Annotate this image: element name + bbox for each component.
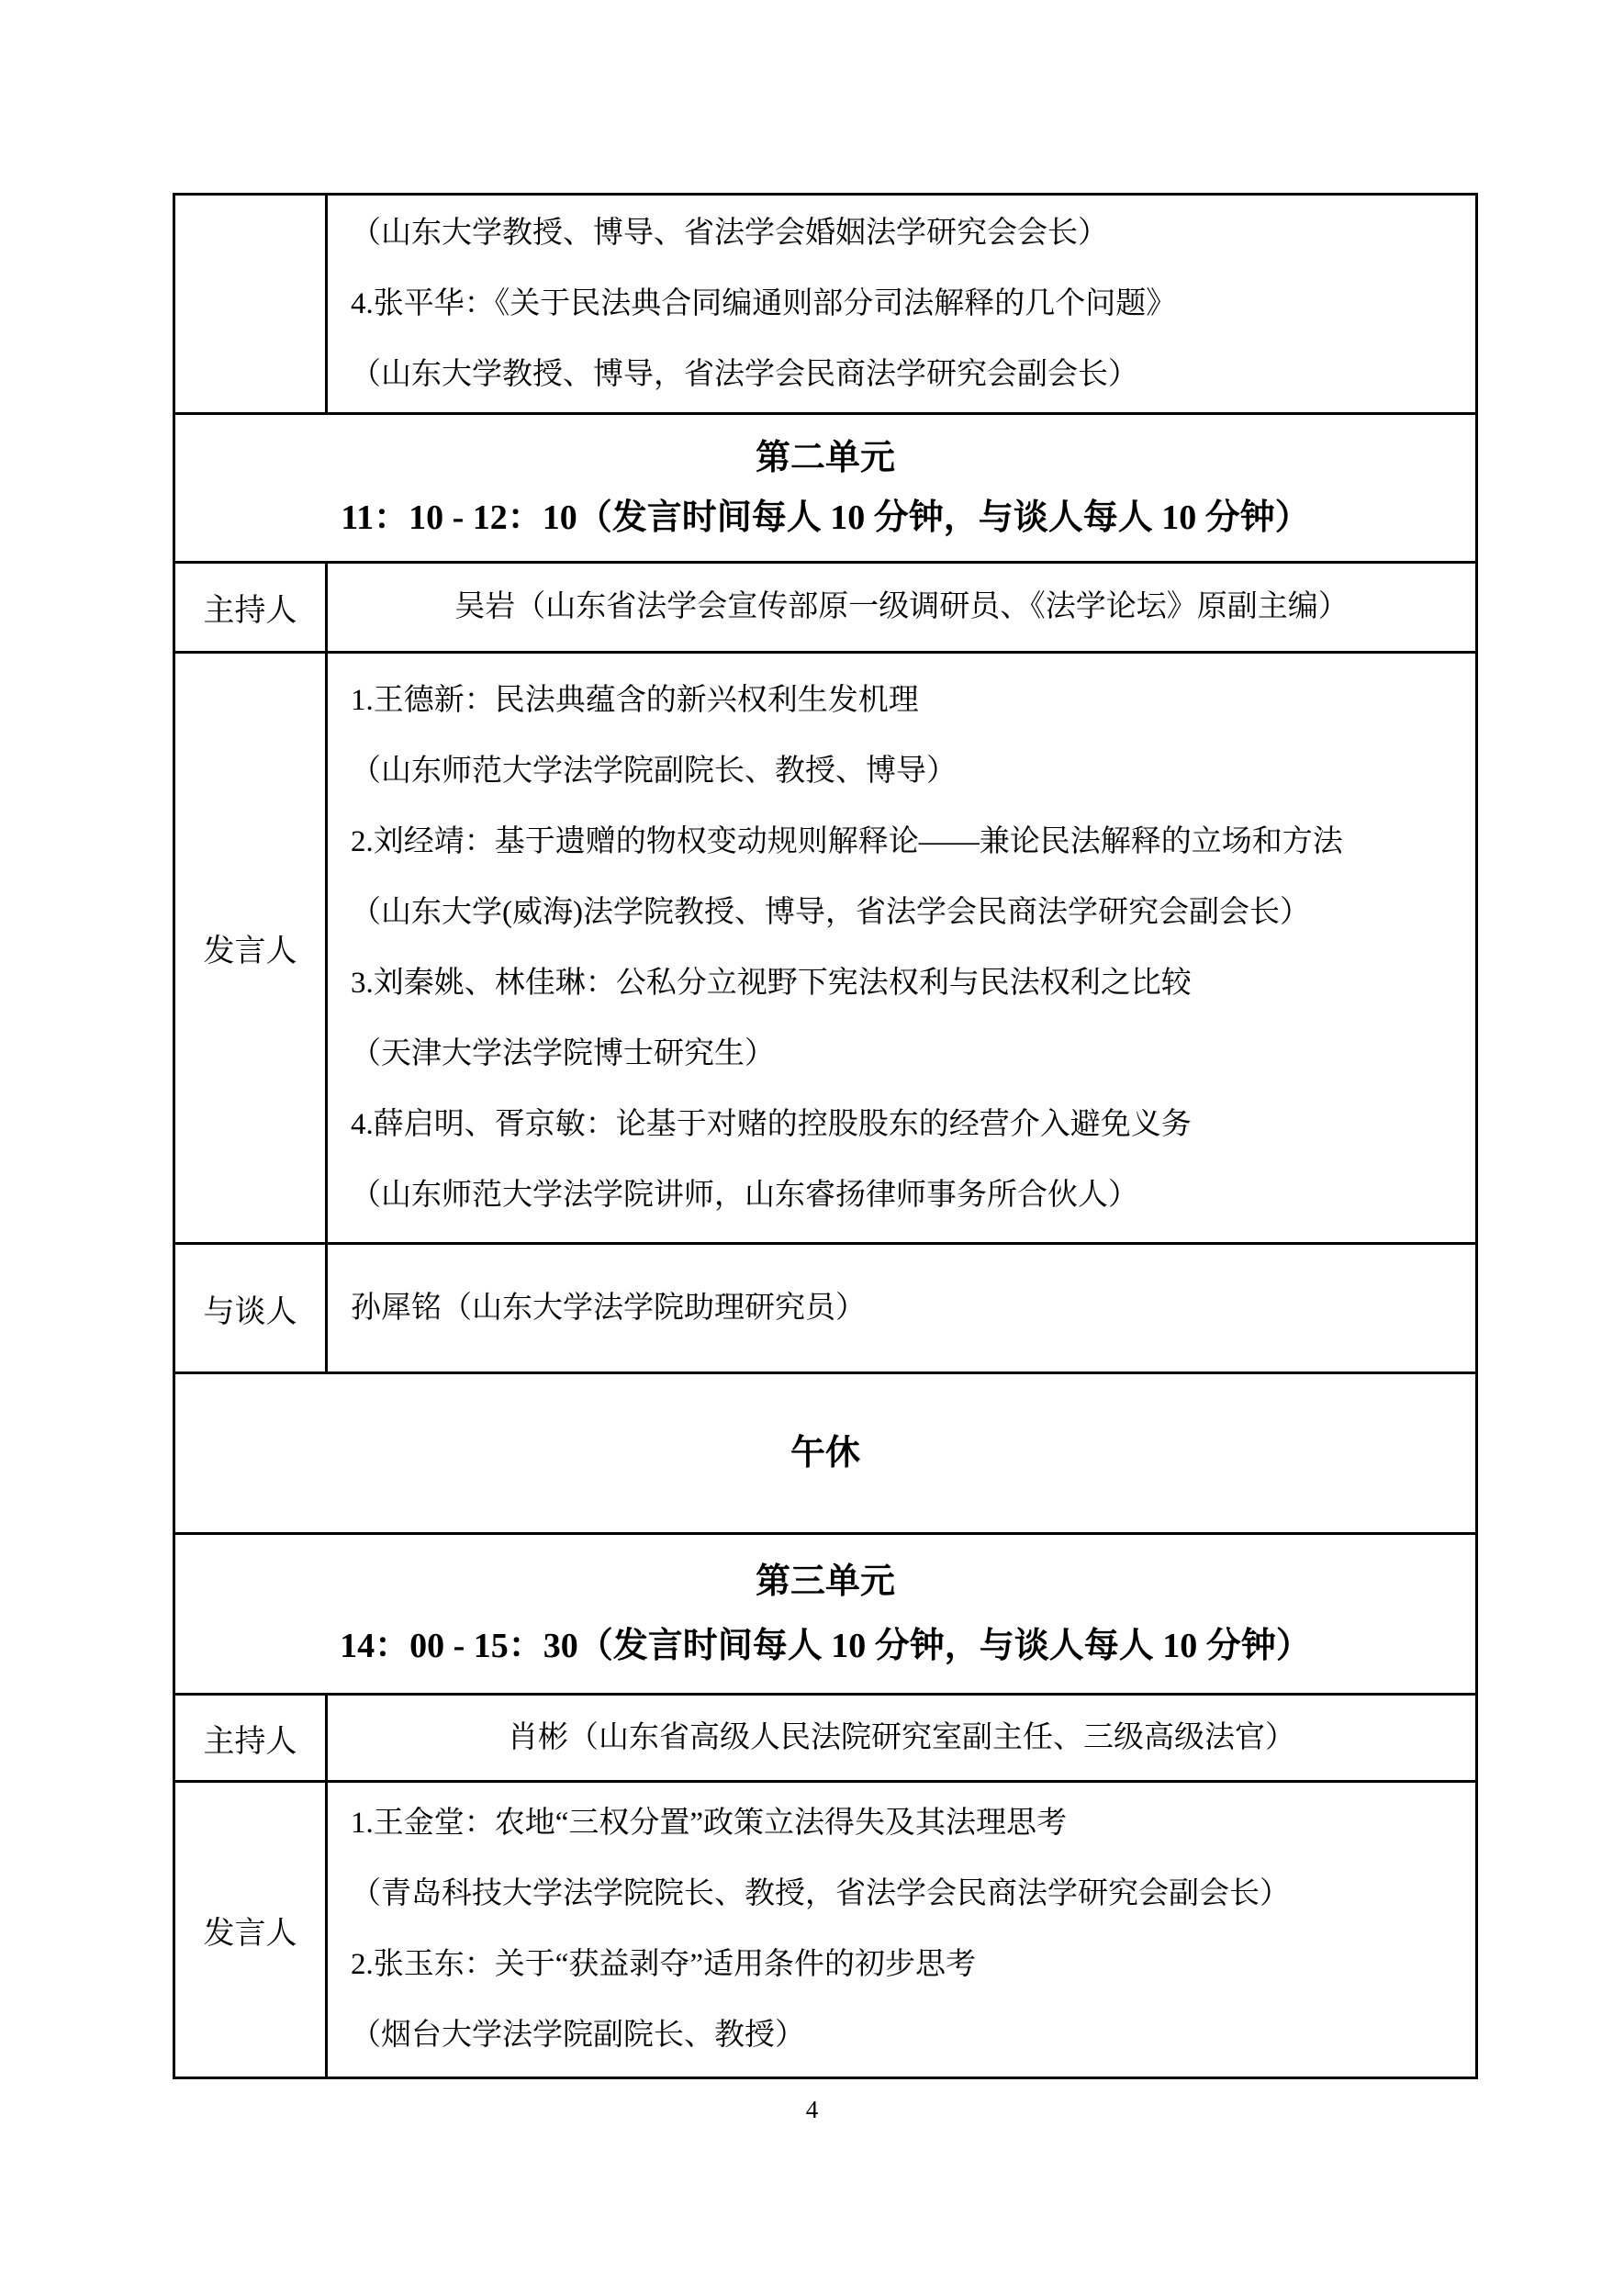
row-label-cell-empty [175,196,328,412]
moderator-content [328,564,1475,651]
talk-title-line: 2.刘经靖：基于遗赠的物权变动规则解释论——兼论民法解释的立场和方法 [351,824,1343,858]
talk-title-line: 4.张平华：《关于民法典合同编通则部分司法解释的几个问题》 [351,286,1177,320]
talk-title-line: 2.张玉东：关于“获益剥夺”适用条件的初步思考 [351,1948,977,1981]
moderator-line: 肖彬（山东省高级人民法院研究室副主任、三级高级法官） [508,1720,1295,1754]
affiliation-line: （天津大学法学院博士研究生） [351,1036,775,1070]
section-title: 第二单元 [755,438,895,477]
lunch-break-cell [175,1374,1475,1532]
lunch-break-label: 午休 [790,1434,860,1472]
table-row-moderator-unit2 [175,564,1475,654]
affiliation-line: （山东大学(威海)法学院教授、博导，省法学会民商法学研究会副会长） [351,895,1310,929]
row-label-speakers: 发言人 [175,654,328,1242]
affiliation-line: （青岛科技大学法学院院长、教授，省法学会民商法学研究会副会长） [351,1877,1290,1910]
section-header-unit3 [175,1535,1475,1693]
section-time: 11：10 - 12：10（发言时间每人 10 分钟，与谈人每人 10 分钟） [341,498,1310,538]
section-title: 第三单元 [755,1562,895,1601]
speakers-content [328,654,1475,1242]
moderator-line: 吴岩（山东省法学会宣传部原一级调研员、《法学论坛》原副主编） [454,590,1349,623]
table-row-speakers-unit3 [175,1783,1475,2077]
section-header-unit2 [175,415,1475,561]
talk-title-line: 1.王德新：民法典蕴含的新兴权利生发机理 [351,683,919,717]
affiliation-line: （山东大学教授、博导、省法学会婚姻法学研究会会长） [351,216,1108,250]
table-row-continuation [175,196,1475,415]
continuation-content [328,196,1475,412]
affiliation-line: （烟台大学法学院副院长、教授） [351,2019,805,2052]
table-row-moderator-unit3 [175,1696,1475,1783]
affiliation-line: （山东师范大学法学院讲师，山东睿扬律师事务所合伙人） [351,1178,1138,1212]
table-row-section-unit2 [175,415,1475,564]
talk-title-line: 3.刘秦姚、林佳琳：公私分立视野下宪法权利与民法权利之比较 [351,966,1192,1000]
table-row-discussant-unit2 [175,1245,1475,1374]
speakers-content [328,1783,1475,2077]
row-label-discussant: 与谈人 [175,1245,328,1371]
affiliation-line: （山东大学教授、博导，省法学会民商法学研究会副会长） [351,357,1138,391]
section-time: 14：00 - 15：30（发言时间每人 10 分钟，与谈人每人 10 分钟） [340,1627,1311,1665]
table-row-speakers-unit2 [175,654,1475,1245]
page-number: 4 [805,2096,819,2123]
discussant-content [328,1245,1475,1371]
agenda-table [173,193,1478,2079]
talk-title-line: 1.王金堂：农地“三权分置”政策立法得失及其法理思考 [351,1807,1068,1840]
row-label-moderator: 主持人 [175,564,328,651]
discussant-line: 孙犀铭（山东大学法学院助理研究员） [351,1291,866,1325]
talk-title-line: 4.薛启明、胥京敏：论基于对赌的控股股东的经营介入避免义务 [351,1107,1192,1141]
affiliation-line: （山东师范大学法学院副院长、教授、博导） [351,754,957,788]
moderator-content [328,1696,1475,1780]
table-row-lunch-break [175,1374,1475,1535]
row-label-moderator: 主持人 [175,1696,328,1780]
table-row-section-unit3 [175,1535,1475,1696]
row-label-speakers: 发言人 [175,1783,328,2077]
